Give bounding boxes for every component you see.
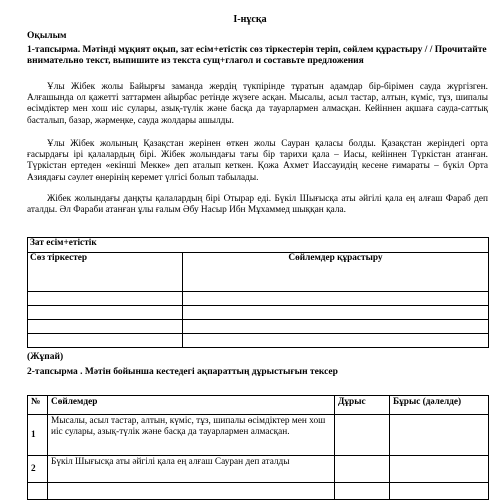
table1-col-phrases: Сөз тіркестер [28, 253, 183, 292]
false-answer-cell[interactable] [390, 415, 489, 456]
noun-verb-table [27, 237, 489, 348]
table2-header-true: Дұрыс [335, 396, 390, 415]
task2-instruction [27, 367, 367, 378]
table-row [28, 483, 489, 500]
table2-header-number: № [28, 396, 48, 415]
table-row [28, 456, 489, 483]
true-answer-cell[interactable] [335, 415, 390, 456]
table2-header-sentences: Сөйлемдер [48, 396, 335, 415]
table1-cell-input[interactable] [28, 292, 183, 306]
row-number [28, 483, 48, 500]
row-number: 2 [28, 456, 48, 483]
true-answer-cell[interactable] [335, 456, 390, 483]
table1-cell-input[interactable] [183, 292, 489, 306]
table-row [28, 415, 489, 456]
false-answer-cell[interactable] [390, 483, 489, 500]
true-answer-cell[interactable] [335, 483, 390, 500]
table1-cell-input[interactable] [183, 306, 489, 320]
task1-text: Мәтінді мұқият оқып, зат есім+етістік сөз тіркестерін теріп, сөйлем құрастыру / / Прочитайте внимательно текст, выпишите из текста сущ+глагол и составьте предложения [27, 45, 487, 66]
table1-cell-input[interactable] [183, 320, 489, 334]
reading-paragraph-3: Жібек жолындағы даңқты қалалардың бірі Отырар еді. Бүкіл Шығысқа аты әйгілі қала ең алғаш Фараб деп аталды. Әл Фараби атанған ұлы ғалым Әбу Насыр Ибн Мұхаммед шыққан қала. [27, 194, 488, 216]
true-false-table [27, 395, 489, 500]
task2-label: 2-тапсырма . [27, 367, 83, 377]
table1-col-sentences: Сөйлемдер құрастыру [183, 253, 489, 292]
task2-text: Мәтін бойынша кестедегі ақпараттың дұрыстығын тексер [84, 367, 338, 377]
reading-paragraph-2: Ұлы Жібек жолының Қазақстан жерінен өткен жолы Сауран қаласы болды. Қазақстан жеріндегі орта ғасырдағы ірі қалалардың бірі. Жібек жолындағы тағы бір тарихи қала – Иасы, кейіннен Түркістан атанған. Түркістан ертеден «екінші Мекке» деп аталып кеткен. Қожа Ахмет Иассауидің кесене ғимараты – бүкіл Орта Азиядағы сәулет өнерінің керемет үлгісі болып табылады. [27, 139, 488, 183]
pair-work-label: (Жұпай) [27, 352, 64, 362]
table1-cell-input[interactable] [28, 334, 183, 348]
row-number: 1 [28, 415, 48, 456]
row-sentence [48, 483, 335, 500]
table2-header-false: Бұрыс (дәлелде) [390, 396, 489, 415]
task1-label: 1-тапсырма. [27, 45, 81, 55]
row-sentence: Мысалы, асыл тастар, алтын, күміс, тұз, шипалы өсімдіктер мен хош иіс сулары, азық-түлік және басқа да тауарлармен алмасқан. [48, 415, 335, 456]
table1-title: Зат есім+етістік [28, 238, 489, 253]
reading-paragraph-1: Ұлы Жібек жолы Байырғы заманда жердің түкпірінде тұратын адамдар бір-бірімен сауда жүргізген. Алғашында ол қажетті заттармен айырбас ретінде жүзеге асқан. Мысалы, асыл тастар, алтын, күміс, тұз, шипалы өсімдіктер мен хош иіс сулары, азық-түлік және басқа да тауарлармен алмасқан. Кейіннен ақшаға сауда-саттық басталып, базар, жәрмеңке, сауда жолдары ашылды. [27, 82, 488, 126]
table1-cell-input[interactable] [28, 306, 183, 320]
section-heading: Оқылым [27, 31, 67, 41]
table1-cell-input[interactable] [183, 334, 489, 348]
variant-title: І-нұсқа [233, 14, 267, 25]
row-sentence: Бүкіл Шығысқа аты әйгілі қала ең алғаш Сауран деп аталды [48, 456, 335, 483]
task1-instruction [27, 45, 487, 67]
false-answer-cell[interactable] [390, 456, 489, 483]
table1-cell-input[interactable] [28, 320, 183, 334]
